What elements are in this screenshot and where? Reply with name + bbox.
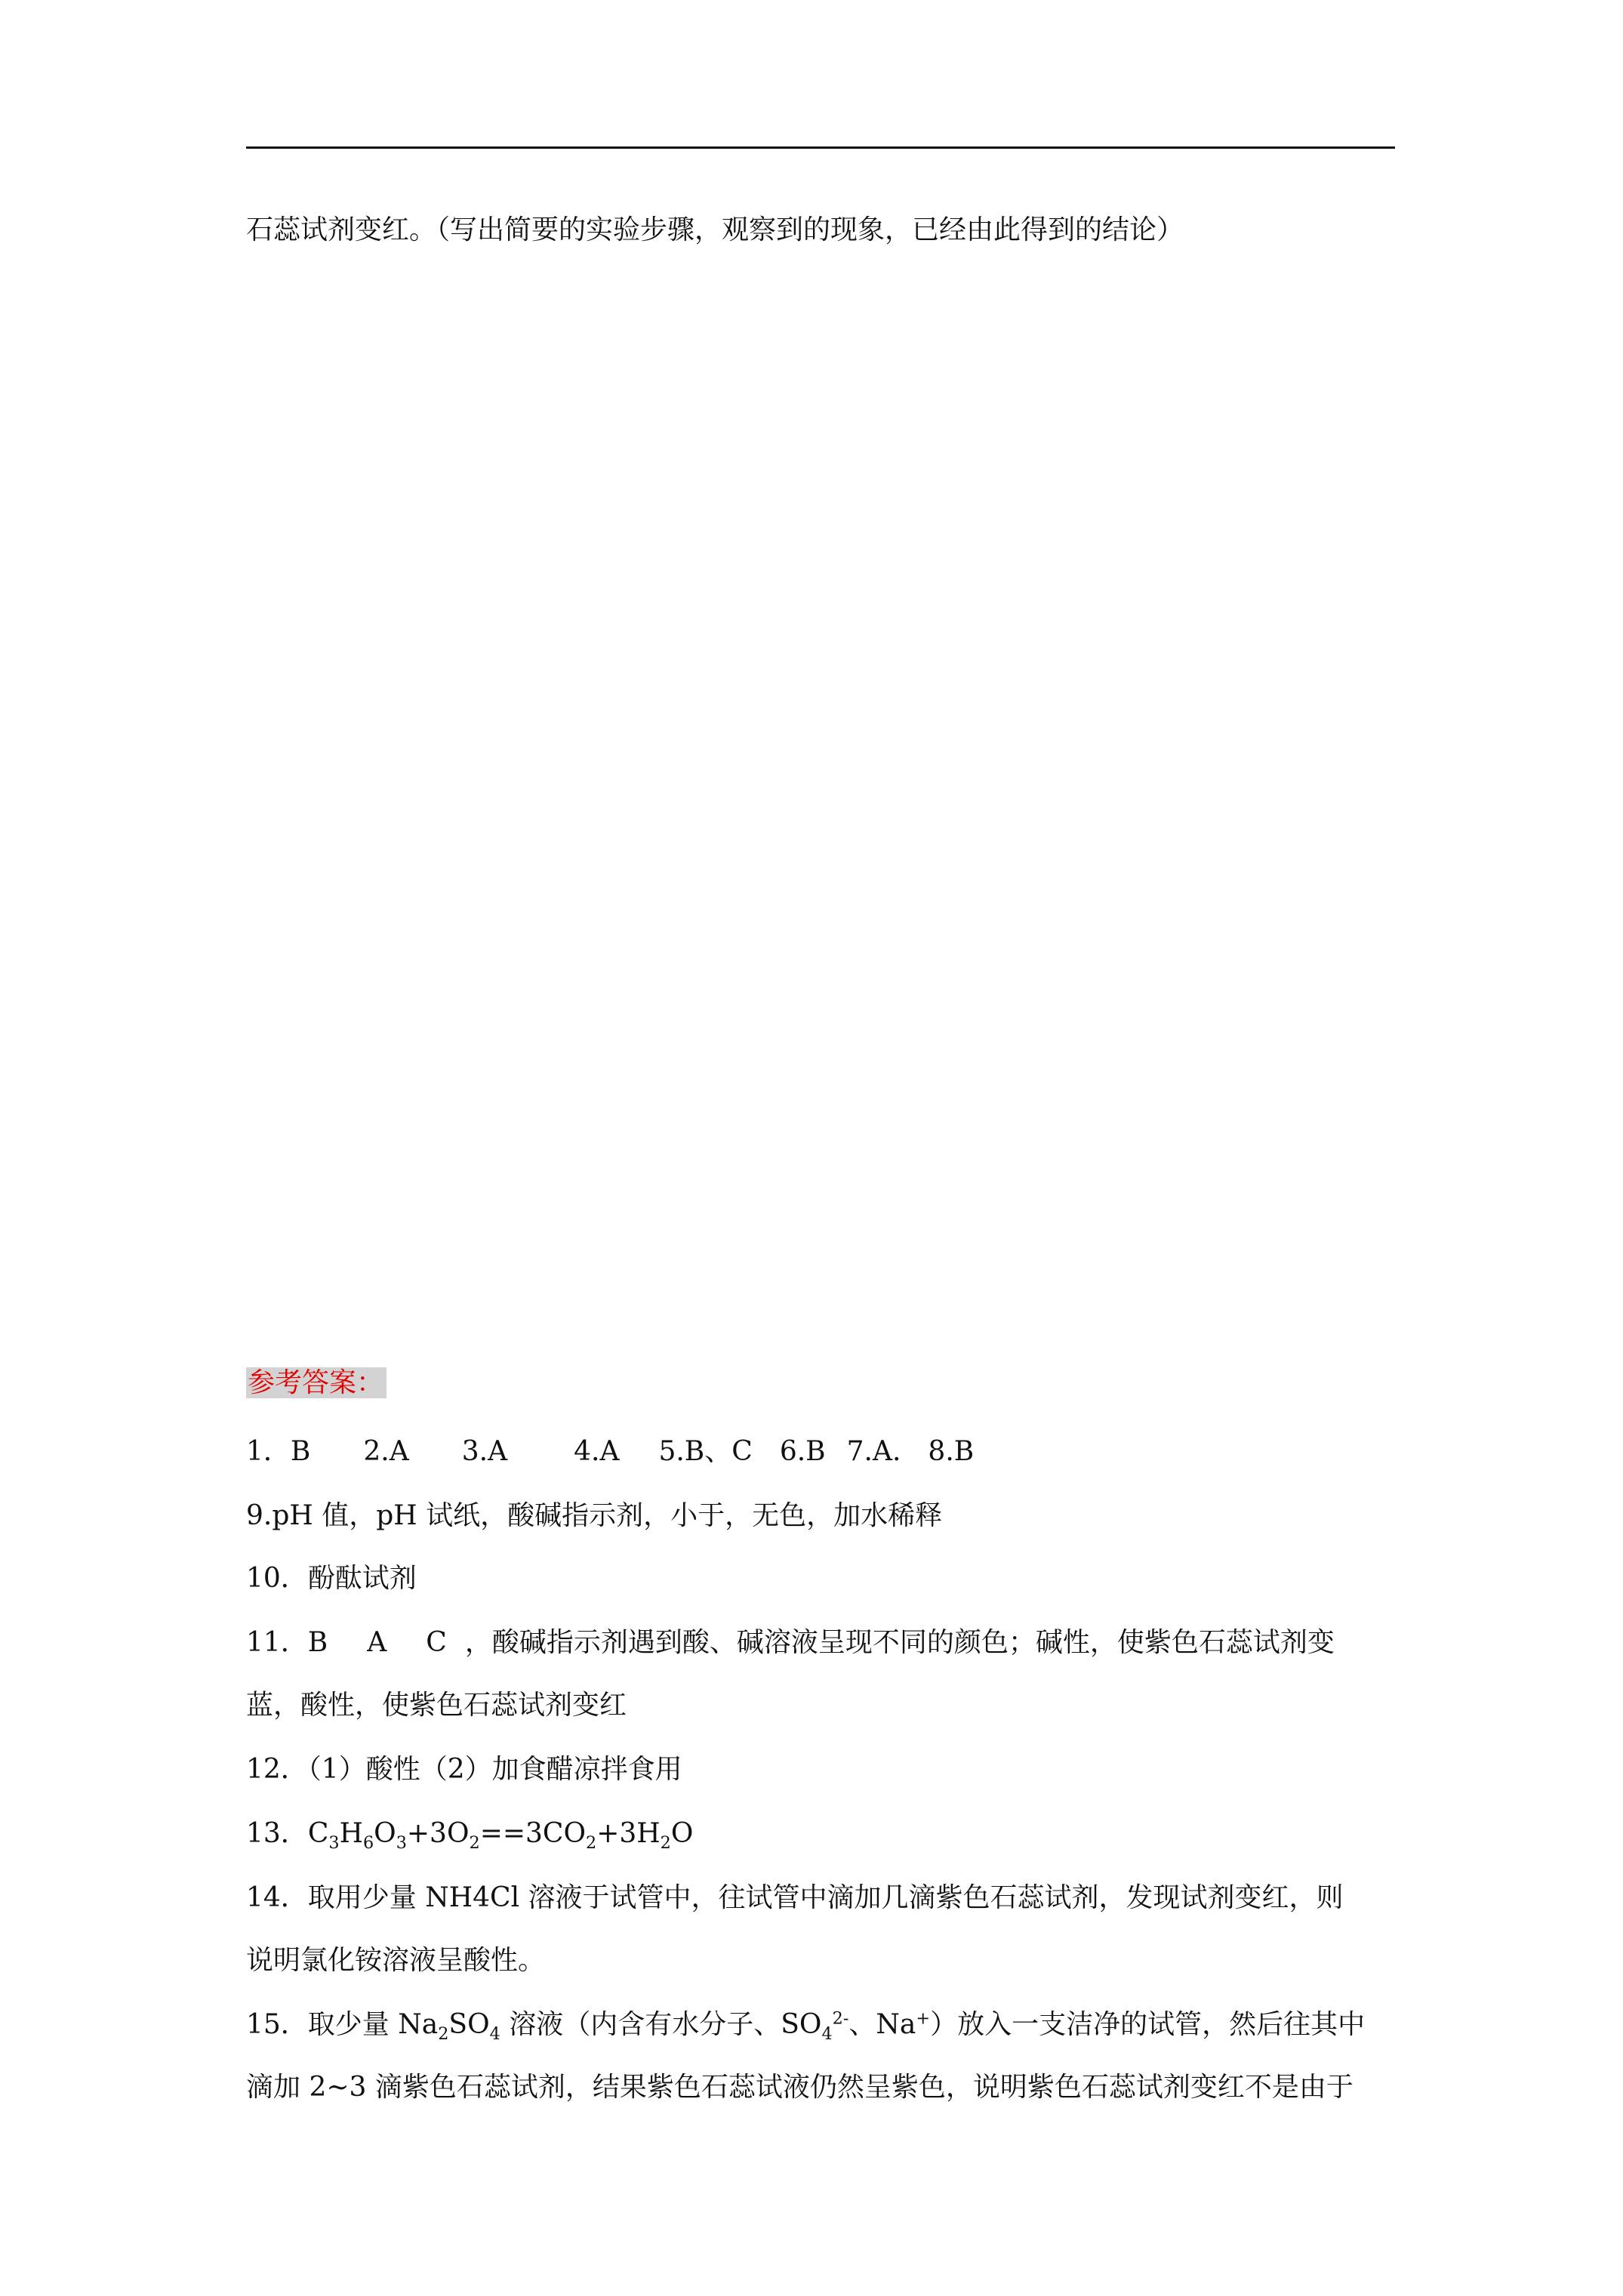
answer-15-line2: 滴加 2~3 滴紫色石蕊试剂，结果紫色石蕊试液仍然呈紫色，说明紫色石蕊试剂变红不是由于 (246, 2072, 1354, 2103)
mc-answers-line (246, 1434, 974, 1470)
answer-14-line1: 14．取用少量 NH4Cl 溶液于试管中，往试管中滴加几滴紫色石蕊试剂，发现试剂变红，则 (246, 1882, 1344, 1913)
answer-11-prefix: 11．B (246, 1627, 328, 1658)
mc-answer-5: 5.B、C (658, 1436, 753, 1467)
mc-answer-2: 2.A (363, 1436, 409, 1467)
mc-answer-4: 4.A (574, 1436, 620, 1467)
subscript-2: 2 (438, 2023, 449, 2044)
answer-11-line1 (246, 1625, 1335, 1661)
answer-15-text-c: 溶液（内含有水分子、SO (500, 2009, 822, 2040)
answer-13 (246, 1816, 693, 1852)
mc-answer-7: 7.A. (846, 1436, 901, 1467)
answer-13-label: 13． (246, 1818, 308, 1849)
answer-11-line2: 蓝，酸性，使紫色石蕊试剂变红 (246, 1690, 627, 1721)
answer-heading-line (246, 1365, 387, 1401)
answer-15-line1 (246, 2007, 1365, 2043)
subscript-4: 4 (489, 2023, 500, 2044)
mc-answer-6: 6.B (779, 1436, 826, 1467)
superscript-2minus: 2- (832, 2008, 849, 2029)
answer-10: 10．酚酞试剂 (246, 1563, 417, 1594)
answer-12: 12．（1）酸性（2）加食醋凉拌食用 (246, 1754, 682, 1785)
answer-11-rest: ，酸碱指示剂遇到酸、碱溶液呈现不同的颜色；碱性，使紫色石蕊试剂变 (464, 1627, 1335, 1658)
superscript-plus: + (916, 2008, 931, 2029)
answer-13-equation: $C_3H_6O_3+3O_2==3CO_2+3H_2O$ (307, 1818, 694, 1853)
answer-heading: 参考答案： (246, 1367, 387, 1398)
answer-15-text-a: 15．取少量 Na (246, 2009, 439, 2040)
answer-11-c: C (426, 1627, 447, 1658)
header-rule (246, 146, 1395, 149)
answer-9: 9.pH 值，pH 试纸，酸碱指示剂，小于，无色，加水稀释 (246, 1500, 943, 1531)
answer-15-text-b: SO (448, 2009, 490, 2040)
answer-14-line2: 说明氯化铵溶液呈酸性。 (246, 1945, 546, 1976)
answer-15-text-d: 、Na (848, 2009, 916, 2040)
answer-11-a: A (367, 1627, 387, 1658)
mc-answer-8: 8.B (928, 1436, 975, 1467)
subscript-4: 4 (821, 2023, 833, 2044)
mc-answer-3: 3.A (461, 1436, 508, 1467)
answer-15-text-e: ）放入一支洁净的试管，然后往其中 (930, 2009, 1366, 2040)
intro-text: 石蕊试剂变红。（写出简要的实验步骤，观察到的现象，已经由此得到的结论） (246, 214, 1184, 245)
mc-answer-1: 1．B (246, 1436, 311, 1467)
